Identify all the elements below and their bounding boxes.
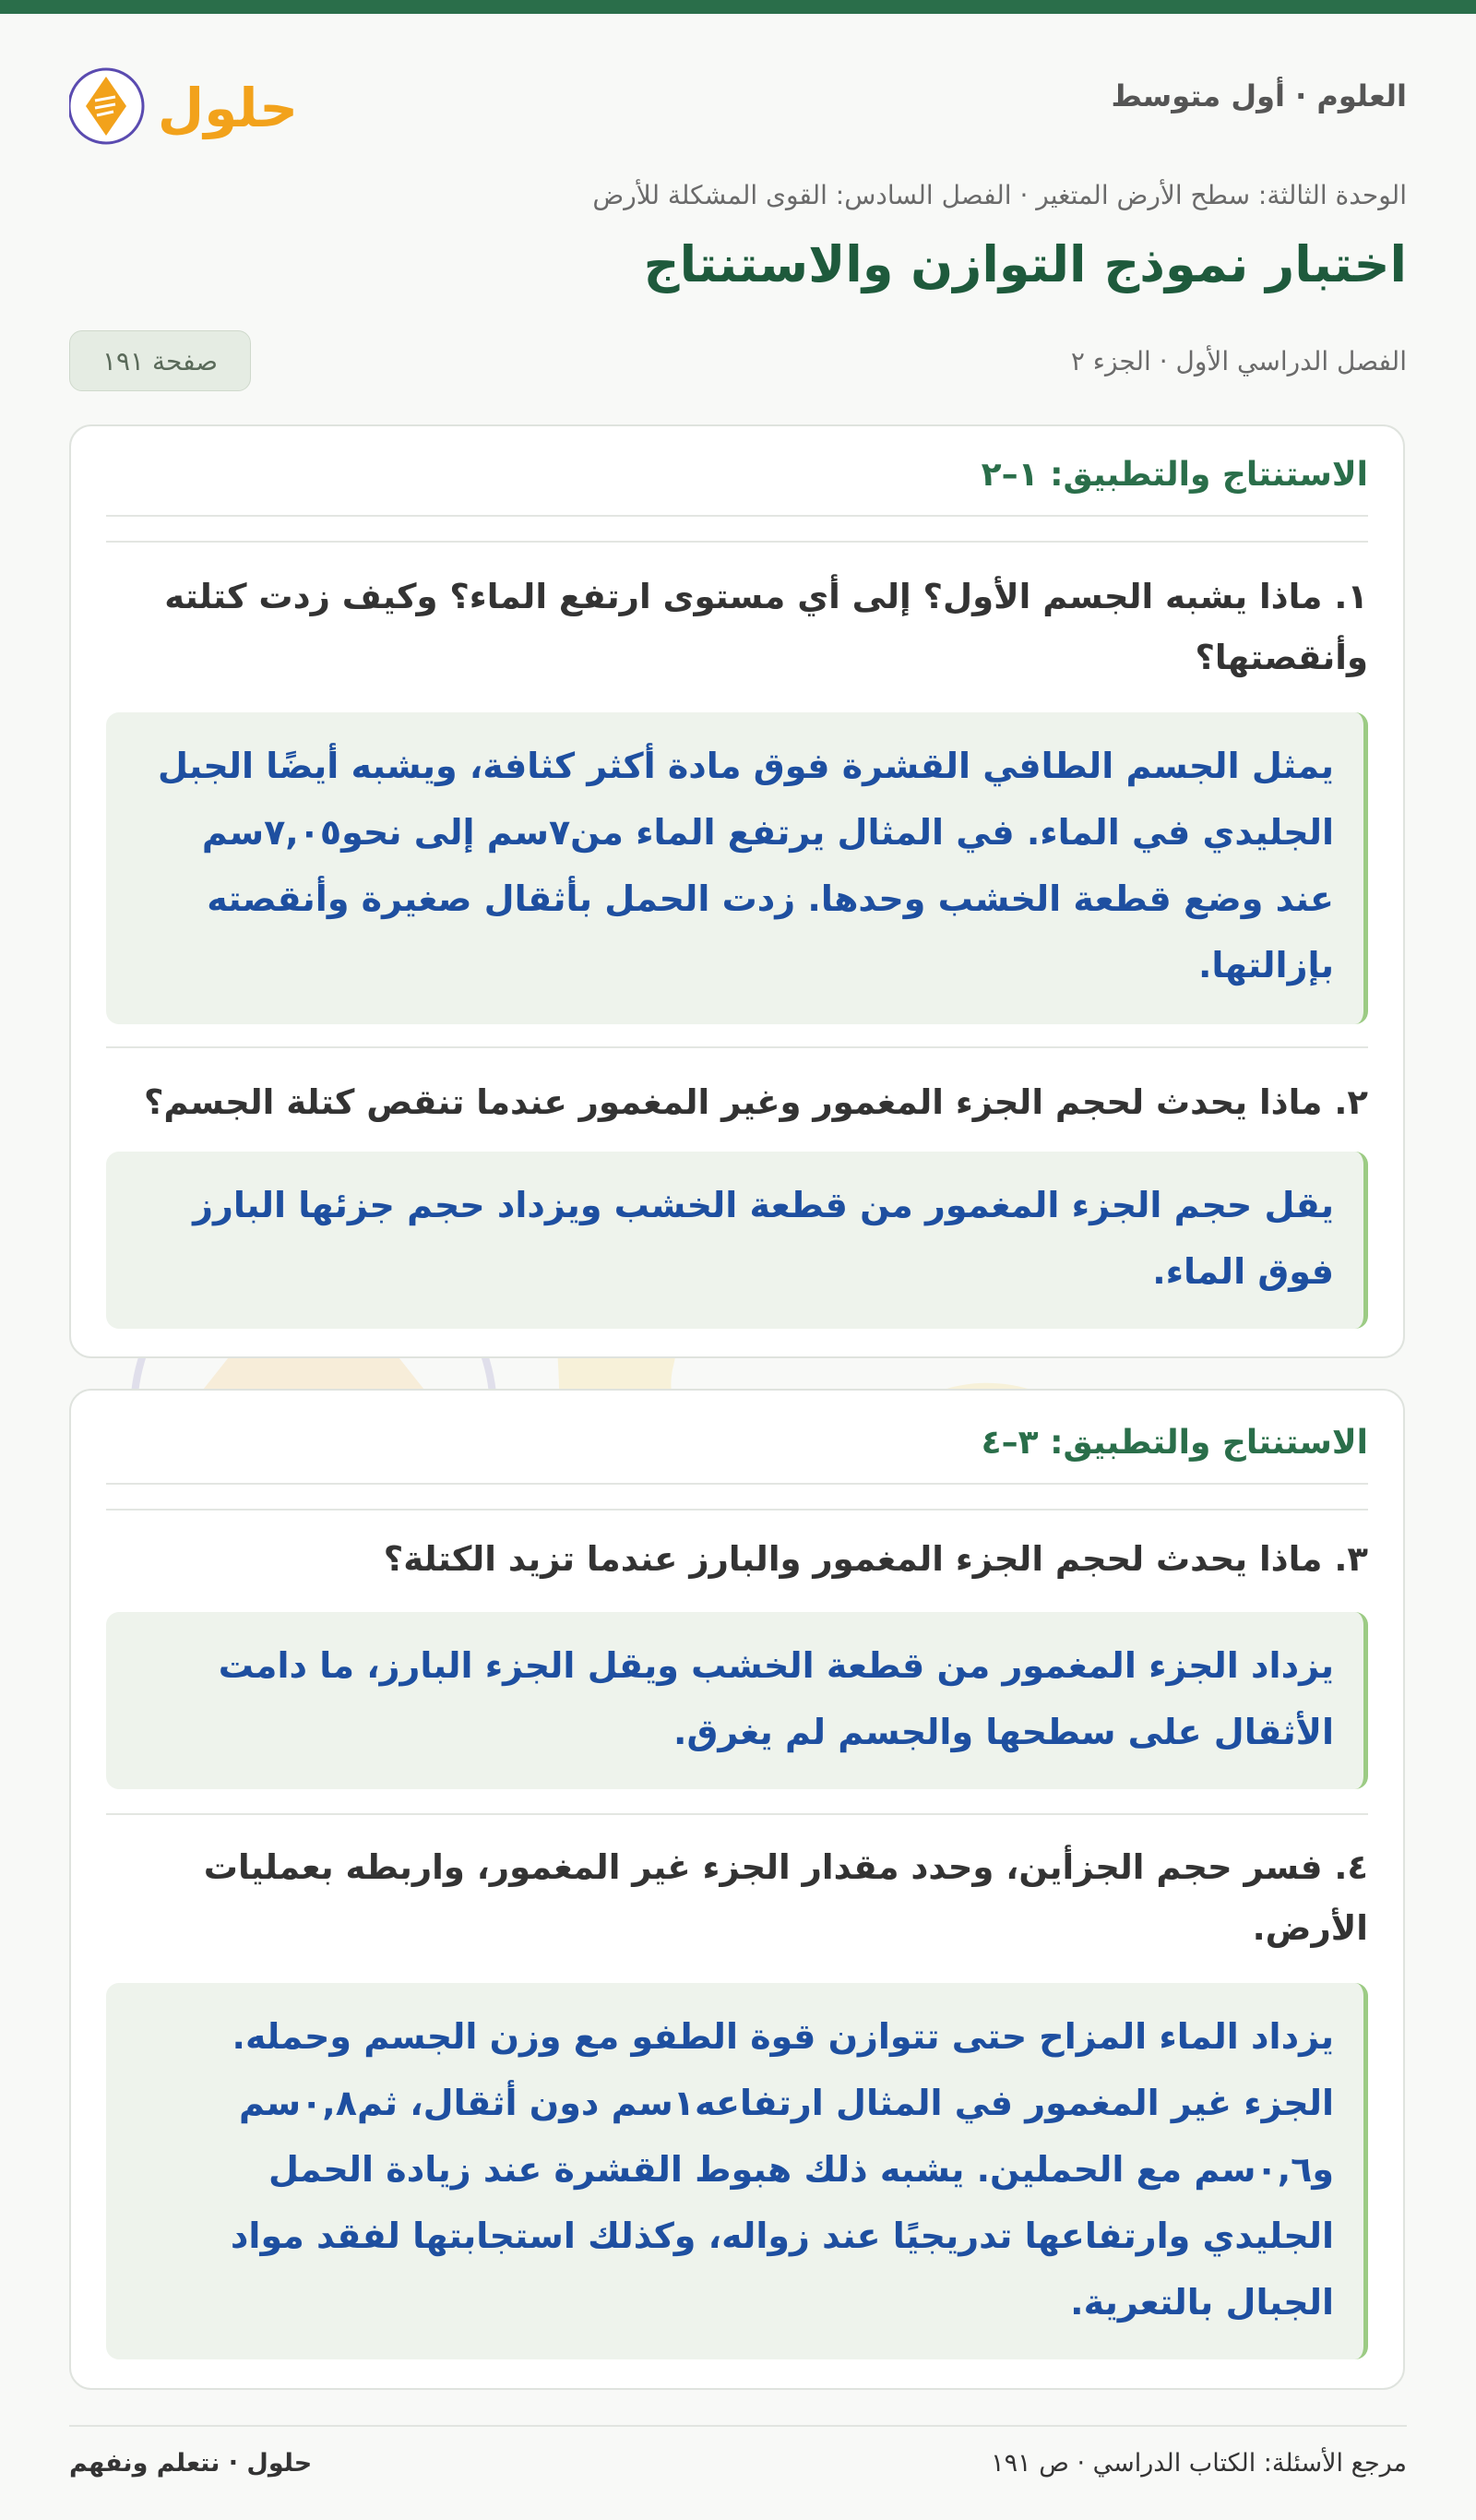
- header: [69, 51, 1407, 161]
- answer-1: يمثل الجسم الطافي القشرة فوق مادة أكثر كثافة، ويشبه أيضًا الجبل الجليدي في الماء. في المثال يرتفع الماء من٧سم إلى نحو٧,٠٥سم عند وضع قطعة الخشب وحدها. زدت الحمل بأثقال صغيرة وأنقصته بإزالتها.: [106, 712, 1368, 1024]
- question-3: ٣. ماذا يحدث لحجم الجزء المغمور والبارز عندما تزيد الكتلة؟: [383, 1539, 1368, 1579]
- subject-label: العلوم · أول متوسط: [1111, 78, 1407, 113]
- section-title: الاستنتاج والتطبيق: ٣–٤: [981, 1424, 1368, 1462]
- hulul-logo[interactable]: [69, 51, 309, 161]
- footer-divider: [69, 2425, 1407, 2427]
- question-divider: [106, 1813, 1368, 1815]
- answer-3: يزداد الجزء المغمور من قطعة الخشب ويقل الجزء البارز، ما دامت الأثقال على سطحها والجسم لم يغرق.: [106, 1612, 1368, 1789]
- question-divider: [106, 1509, 1368, 1511]
- answer-2: يقل حجم الجزء المغمور من قطعة الخشب ويزداد حجم جزئها البارز فوق الماء.: [106, 1152, 1368, 1329]
- question-2: ٢. ماذا يحدث لحجم الجزء المغمور وغير المغمور عندما تنقص كتلة الجسم؟: [143, 1082, 1368, 1122]
- section-divider: [106, 1483, 1368, 1485]
- section-title: الاستنتاج والتطبيق: ١–٢: [981, 456, 1368, 494]
- footer-reference: مرجع الأسئلة: الكتاب الدراسي · ص ١٩١: [991, 2449, 1407, 2478]
- logo-text: حلول: [157, 77, 299, 139]
- question-4: ٤. فسر حجم الجزأين، وحدد مقدار الجزء غير المغمور، واربطه بعمليات الأرض.: [203, 1847, 1368, 1948]
- section-card-2: [69, 1389, 1405, 2390]
- breadcrumb: الوحدة الثالثة: سطح الأرض المتغير · الفصل السادس: القوى المشكلة للأرض: [592, 180, 1407, 210]
- footer-brand[interactable]: حلول · نتعلم ونفهم: [69, 2449, 313, 2478]
- question-divider: [106, 541, 1368, 543]
- term-label: الفصل الدراسي الأول · الجزء ٢: [1070, 346, 1407, 376]
- section-card-1: [69, 424, 1405, 1358]
- answer-4: يزداد الماء المزاح حتى تتوازن قوة الطفو مع وزن الجسم وحمله. الجزء غير المغمور في المثال ارتفاعه١سم دون أثقال، ثم٠,٨سم و٠,٦سم مع الحملين. يشبه ذلك هبوط القشرة عند زيادة الحمل الجليدي وارتفاعها تدريجيًا عند زواله، وكذلك استجابتها لفقد مواد الجبال بالتعرية.: [106, 1983, 1368, 2359]
- question-divider: [106, 1046, 1368, 1048]
- question-1: ١. ماذا يشبه الجسم الأول؟ إلى أي مستوى ارتفع الماء؟ وكيف زدت كتلته وأنقصتها؟: [164, 577, 1368, 677]
- section-divider: [106, 515, 1368, 517]
- top-accent-bar: [0, 0, 1476, 14]
- page-title: اختبار نموذج التوازن والاستنتاج: [643, 235, 1407, 293]
- page-number-badge: صفحة ١٩١: [69, 330, 251, 391]
